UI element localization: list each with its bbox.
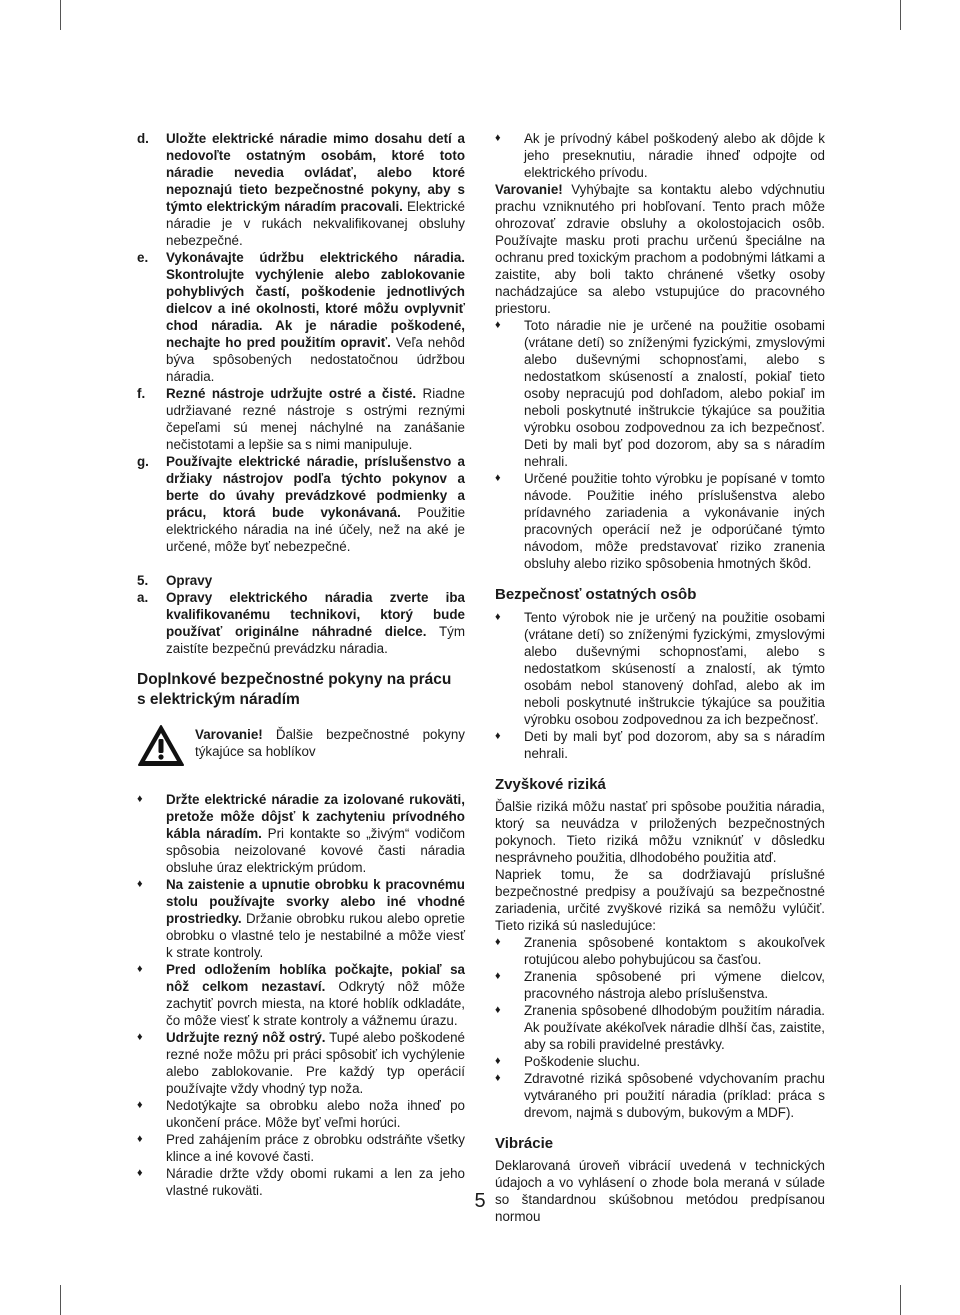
section-title: Opravy	[166, 573, 213, 588]
bullet-text: Poškodenie sluchu.	[524, 1054, 641, 1069]
bullet-text: Zranenia spôsobené kontaktom s akoukoľvek rotujúcou alebo pohybujúcou sa časťou.	[524, 935, 825, 967]
item-label: d.	[137, 131, 149, 146]
section-heading: Bezpečnosť ostatných osôb	[495, 586, 697, 603]
list-item	[137, 1029, 465, 1097]
bullet-text: Zranenia spôsobené pri výmene dielcov, pracovného nástroja alebo príslušenstva.	[524, 969, 825, 1001]
diamond-bullet-icon: ♦	[495, 611, 501, 623]
list-item	[495, 934, 825, 968]
item-text: Veľa nehôd býva spôsobených nedostatočnou údržbou náradia.	[166, 335, 466, 384]
bullet-bold-text: Udržujte rezný nôž ostrý.	[166, 1030, 326, 1045]
diamond-bullet-icon: ♦	[495, 970, 501, 982]
list-item-e	[137, 249, 465, 385]
bullet-text: Pred zahájením práce z obrobku odstráňte všetky klince a iné kovové časti.	[166, 1132, 465, 1164]
list-item	[495, 1070, 825, 1121]
item-bold-text: Opravy elektrického náradia zverte iba kvalifikovanému technikovi, ktorý bude používať originálne náhradné dielce.	[166, 590, 465, 639]
bullet-text: Určené použitie tohto výrobku je popísané v tomto návode. Použitie iného príslušenstva alebo prídavného zariadenia a vykonávanie iných pracovných operácií než je odporúčané týmto návodom, môže predstavovať riziko zranenia obsluhy alebo riziko spôsobenia hmotných škôd.	[524, 471, 825, 571]
section-number: 5.	[137, 573, 149, 588]
diamond-bullet-icon: ♦	[495, 936, 501, 948]
bullet-text: Toto náradie nie je určené na použitie osobami (vrátane detí) so zníženými fyzickými, zmyslovými alebo duševnými schopnosťami, alebo s nedostatkom skúseností a znalostí, pokiaľ tieto osoby nepracujú pod dohľadom, alebo pokiaľ im neboli poskytnuté inštrukcie týkajúce sa použitia výrobku osobou zodpovednou za ich bezpečnosť. Deti by mali byť pod dozorom, aby sa s náradím nehrali.	[524, 318, 825, 469]
warning-label: Varovanie!	[195, 727, 263, 742]
item-bold-text: Rezné nástroje udržujte ostré a čisté.	[166, 386, 417, 401]
bullet-bold-text: Pred odložením hoblíka počkajte, pokiaľ sa nôž celkom nezastaví.	[166, 962, 465, 994]
diamond-bullet-icon: ♦	[137, 1099, 143, 1111]
warning-paragraph	[495, 181, 825, 317]
left-column	[137, 130, 465, 1199]
paragraph: Napriek tomu, že sa dodržiavajú príslušné bezpečnostné predpisy a používajú sa bezpečnostné zariadenia, určité zvyškové riziká sa nemôžu vylúčiť. Tieto riziká sú nasledujúce:	[495, 867, 825, 933]
warning-body: Vyhýbajte sa kontaktu alebo vdýchnutiu prachu vzniknutého pri hobľovaní. Tento prach môže ohrozovať zdravie obsluhy a okolostojacich osôb. Používajte masku proti prachu určenú špeciálne na ochranu pred toxickým prachom a podobnými látkami a zaistite, aby boli takto chránené všetky osoby nachádzajúce sa alebo vstupujúce do pracovného priestoru.	[495, 182, 825, 316]
list-item	[495, 317, 825, 470]
list-item	[495, 470, 825, 572]
bullet-text: Tupé alebo poškodené rezné nože môžu pri práci spôsobiť ich vychýlenie alebo zablokovanie. Pre každý typ operácií používajte vždy vhodný typ noža.	[166, 1030, 465, 1096]
bullet-text: Odkrytý nôž môže zachytiť povrch miesta, na ktoré hoblík odkladáte, čo môže viesť k strate kontroly a vážnemu úrazu.	[166, 979, 465, 1028]
warning-body: Ďalšie bezpečnostné pokyny týkajúce sa hoblíkov	[195, 727, 465, 759]
warning-icon	[137, 724, 185, 768]
item-label: a.	[137, 590, 149, 605]
list-item-f	[137, 385, 465, 453]
list-item	[137, 1097, 465, 1131]
diamond-bullet-icon: ♦	[137, 1167, 143, 1179]
warning-label: Varovanie!	[495, 182, 563, 197]
item-label: g.	[137, 454, 149, 469]
diamond-bullet-icon: ♦	[137, 878, 143, 890]
diamond-bullet-icon: ♦	[495, 1072, 501, 1084]
item-text: Elektrické náradie je v rukách nekvalifikovanej obsluhy nebezpečné.	[166, 199, 465, 248]
list-item	[137, 961, 465, 1029]
bullet-list	[137, 791, 465, 1199]
diamond-bullet-icon: ♦	[495, 472, 501, 484]
list-item	[137, 876, 465, 961]
diamond-bullet-icon: ♦	[495, 1055, 501, 1067]
list-item-g	[137, 453, 465, 555]
item-bold-text: Používajte elektrické náradie, príslušenstvo a držiaky nástrojov podľa týchto pokynov a berte do úvahy prevádzkové podmienky a prácu, ktorá bude vykonávaná.	[166, 454, 465, 520]
item-text: Tým zaistíte bezpečnú prevádzku náradia.	[166, 624, 465, 656]
bullet-text: Nedotýkajte sa obrobku alebo noža ihneď po ukončení práce. Môže byť veľmi horúci.	[166, 1098, 465, 1130]
bullet-text: Deti by mali byť pod dozorom, aby sa s náradím nehrali.	[524, 729, 825, 761]
diamond-bullet-icon: ♦	[495, 132, 501, 144]
item-label: e.	[137, 250, 149, 265]
diamond-bullet-icon: ♦	[137, 963, 143, 975]
diamond-bullet-icon: ♦	[137, 1133, 143, 1145]
list-item	[495, 968, 825, 1002]
list-item-a	[137, 589, 465, 657]
warning-text	[195, 724, 465, 760]
list-item	[495, 1053, 825, 1070]
bullet-text: Zranenia spôsobené dlhodobým použitím náradia. Ak používate akékoľvek náradie dlhší čas, zaistite, aby sa robili pravidelné prestávky.	[524, 1003, 825, 1052]
item-text: Riadne udržiavané rezné nástroje s ostrými reznými čepeľami sú menej náchylné na zanášanie nečistotami a lepšie sa s nimi manipuluje.	[166, 386, 465, 452]
item-bold-text: Uložte elektrické náradie mimo dosahu detí a nedovoľte ostatným osobám, ktoré toto náradie nevedia ovládať, alebo ktoré nepoznajú tieto bezpečnostné pokyny, aby s týmto elektrickým náradím pracovali.	[166, 131, 465, 214]
crop-mark	[60, 0, 61, 30]
bullet-text: Pri kontakte so „živým“ vodičom spôsobia neizolované kovové časti náradia obsluhe úraz elektrickým prúdom.	[166, 826, 465, 875]
item-bold-text: Vykonávajte údržbu elektrického náradia. Skontrolujte vychýlenie alebo zablokovanie pohyblivých častí, poškodenie jednotlivých dielcov a iné okolnosti, ktoré môžu ovplyvniť chod náradia. Ak je náradie poškodené, nechajte ho pred použitím opraviť.	[166, 250, 465, 350]
list-item-d	[137, 130, 465, 249]
list-item	[495, 1002, 825, 1053]
bullet-bold-text: Na zaistenie a upnutie obrobku k pracovnému stolu používajte svorky alebo iné vhodné prostriedky.	[166, 877, 465, 926]
paragraph: Ďalšie riziká môžu nastať pri spôsobe použitia náradia, ktorý sa neuvádza v priložených bezpečnostných pokynoch. Tieto riziká môžu vzniknúť v dôsledku nesprávneho použitia, dlhodobého použitia atď.	[495, 799, 825, 865]
list-item	[137, 791, 465, 876]
bullet-text: Zdravotné riziká spôsobené vdychovaním prachu vytváraného pri použití náradia (príklad: práca s drevom, najmä s dubovým, bukovým a MDF).	[524, 1071, 825, 1120]
bullet-text: Tento výrobok nie je určený na použitie osobami (vrátane detí) so zníženými fyzickými, zmyslovými alebo duševnými schopnosťami, alebo s nedostatkom skúseností a znalostí, ak týmto osobám nebol stanovený dohľad, alebo ak im neboli poskytnuté inštrukcie týkajúce sa použitia výrobku osobou zodpovednou za ich bezpečnosť.	[524, 610, 825, 727]
list-item	[495, 130, 825, 181]
bullet-text: Ak je prívodný kábel poškodený alebo ak dôjde k jeho preseknutiu, náradie ihneď odpojte od elektrického prívodu.	[524, 131, 825, 180]
bullet-text: Držanie obrobku rukou alebo opretie obrobku o vlastné telo je nestabilné a môže viesť k strate kontroly.	[166, 911, 465, 960]
crop-mark	[60, 1285, 61, 1315]
diamond-bullet-icon: ♦	[137, 1031, 143, 1043]
list-item	[495, 609, 825, 728]
section-heading: Doplnkové bezpečnostné pokyny na prácu s elektrickým náradím	[137, 671, 452, 708]
warning-block	[137, 724, 465, 772]
crop-mark	[900, 1285, 901, 1315]
diamond-bullet-icon: ♦	[495, 1004, 501, 1016]
item-label: f.	[137, 386, 146, 401]
page-number: 5	[474, 1190, 486, 1212]
right-column	[495, 130, 825, 1225]
section-heading-5	[137, 572, 465, 589]
paragraph: Deklarovaná úroveň vibrácií uvedená v technických údajoch a vo vyhlásení o zhode bola meraná v súlade so štandardnou skúšobnou metódou predpísanou normou	[495, 1158, 825, 1224]
bullet-text: Náradie držte vždy obomi rukami a len za jeho vlastné rukoväti.	[166, 1166, 465, 1198]
diamond-bullet-icon: ♦	[495, 319, 501, 331]
list-item	[137, 1131, 465, 1165]
section-heading: Vibrácie	[495, 1135, 554, 1152]
item-text: Použitie elektrického náradia na iné účely, než na aké je určené, môže byť nebezpečné.	[166, 505, 466, 554]
section-heading: Zvyškové riziká	[495, 776, 606, 793]
list-item	[495, 728, 825, 762]
diamond-bullet-icon: ♦	[137, 793, 143, 805]
bullet-bold-text: Držte elektrické náradie za izolované rukoväti, pretože môže dôjsť k zachyteniu prívodného kábla náradím.	[166, 792, 465, 841]
diamond-bullet-icon: ♦	[495, 730, 501, 742]
crop-mark	[900, 0, 901, 30]
